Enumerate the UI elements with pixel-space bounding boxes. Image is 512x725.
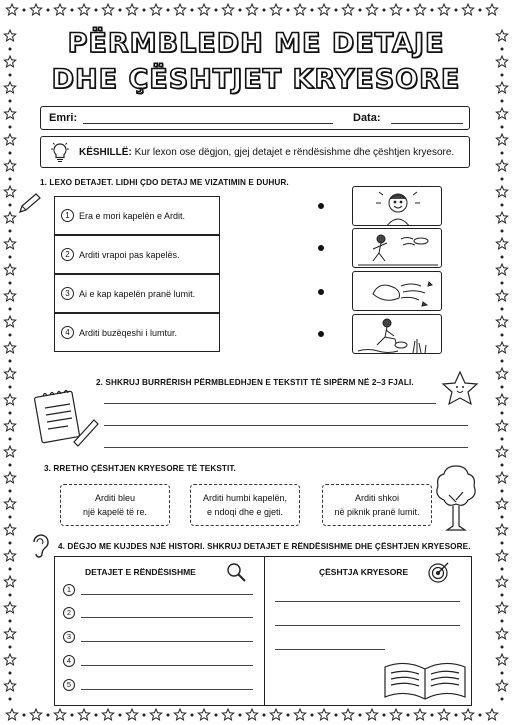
section4-title: 4. DËGJO ME KUJDES NJË HISTORI. SHKRUJ DETAJET E RËNDËSISHME DHE ÇËSHTJEN KRYESORE.: [58, 542, 471, 551]
border-dot: [501, 230, 504, 233]
card-number: 2: [61, 248, 74, 261]
card-number: 3: [61, 287, 74, 300]
border-star: [4, 342, 15, 353]
border-star: [222, 709, 233, 720]
border-star: [496, 238, 507, 249]
border-star: [496, 316, 507, 327]
card-text: Arditi buzëqeshi i lumtur.: [79, 328, 178, 338]
summary-line-1[interactable]: [104, 403, 436, 404]
border-star: [496, 290, 507, 301]
border-star: [486, 4, 497, 15]
border-star: [486, 709, 497, 720]
open-book-icon: [381, 653, 469, 703]
flying-hat-icon: [353, 272, 442, 311]
border-dot: [71, 714, 74, 717]
border-dot: [501, 204, 504, 207]
lightbulb-icon: [49, 140, 71, 164]
border-dot: [9, 204, 12, 207]
border-dot: [9, 412, 12, 415]
border-star: [496, 420, 507, 431]
border-dot: [239, 9, 242, 12]
border-star: [366, 709, 377, 720]
border-star: [6, 709, 17, 720]
border-star: [496, 576, 507, 587]
row-number: 3: [63, 631, 75, 643]
border-star: [462, 709, 473, 720]
border-dot: [215, 714, 218, 717]
border-dot: [359, 714, 362, 717]
border-dot: [383, 9, 386, 12]
border-star: [78, 4, 89, 15]
border-star: [496, 654, 507, 665]
border-dot: [501, 646, 504, 649]
tip-text: Kur lexon ose dëgjon, gjej detajet e rëndësishme dhe çështjen kryesore.: [134, 147, 455, 158]
border-dot: [9, 646, 12, 649]
border-dot: [9, 152, 12, 155]
border-star: [438, 709, 449, 720]
tree-icon: [434, 462, 478, 532]
border-dot: [95, 9, 98, 12]
border-dot: [287, 714, 290, 717]
border-dot: [9, 464, 12, 467]
border-dot: [9, 126, 12, 129]
card-number: 1: [61, 209, 74, 222]
match-dot-1[interactable]: [318, 203, 324, 209]
row-number: 5: [63, 679, 75, 691]
border-star: [496, 186, 507, 197]
column-header-details: DETAJET E RËNDËSISHME: [85, 567, 196, 577]
table-divider: [264, 557, 265, 705]
border-star: [150, 709, 161, 720]
border-dot: [455, 9, 458, 12]
border-star: [4, 680, 15, 691]
border-star: [4, 82, 15, 93]
border-dot: [9, 568, 12, 571]
detail-card-4: [54, 313, 220, 352]
border-star: [496, 368, 507, 379]
border-dot: [311, 714, 314, 717]
border-star: [198, 709, 209, 720]
name-field[interactable]: [83, 123, 333, 124]
border-dot: [191, 714, 194, 717]
border-dot: [431, 714, 434, 717]
row-number: 1: [63, 584, 75, 596]
page-title-line2: DHE ÇËSHTJET KRYESORE: [51, 64, 461, 95]
border-star: [390, 4, 401, 15]
border-star: [496, 342, 507, 353]
border-star: [414, 709, 425, 720]
border-dot: [311, 9, 314, 12]
border-star: [496, 212, 507, 223]
border-dot: [287, 9, 290, 12]
border-star: [496, 394, 507, 405]
border-dot: [501, 438, 504, 441]
border-star: [174, 4, 185, 15]
border-star: [414, 4, 425, 15]
border-star: [318, 4, 329, 15]
column-header-main-idea: ÇËSHTJA KRYESORE: [319, 567, 409, 577]
border-dot: [9, 48, 12, 51]
border-dot: [9, 620, 12, 623]
border-star: [198, 4, 209, 15]
border-dot: [479, 714, 482, 717]
border-dot: [9, 178, 12, 181]
border-star: [246, 709, 257, 720]
ear-icon: [28, 532, 50, 558]
section2-title: 2. SHKRUJ BURRËRISH PËRMBLEDHJEN E TEKSTIT TË SIPËRM NË 2–3 FJALI.: [96, 378, 414, 387]
border-star: [462, 4, 473, 15]
smiling-boy-icon: [353, 187, 442, 226]
border-dot: [335, 714, 338, 717]
border-star: [438, 4, 449, 15]
border-star: [496, 264, 507, 275]
detail-line[interactable]: [81, 689, 253, 690]
border-dot: [501, 542, 504, 545]
date-label: Data:: [353, 112, 381, 124]
option-text: e ndoqi dhe e gjeti.: [206, 507, 284, 517]
border-star: [4, 134, 15, 145]
notepad-pencil-icon: [30, 384, 100, 450]
option-1[interactable]: [60, 484, 170, 526]
border-star: [4, 524, 15, 535]
border-dot: [71, 9, 74, 12]
border-dot: [263, 714, 266, 717]
boy-by-river-icon: [353, 315, 442, 354]
picture-boy-by-river[interactable]: [352, 314, 442, 354]
border-star: [4, 394, 15, 405]
border-dot: [23, 9, 26, 12]
border-dot: [501, 100, 504, 103]
border-star: [4, 264, 15, 275]
border-star: [294, 709, 305, 720]
border-dot: [239, 714, 242, 717]
border-dot: [407, 714, 410, 717]
border-dot: [501, 256, 504, 259]
main-idea-line-1[interactable]: [275, 601, 460, 602]
border-star: [496, 524, 507, 535]
border-dot: [359, 9, 362, 12]
border-dot: [407, 9, 410, 12]
border-dot: [501, 568, 504, 571]
row-number: 4: [63, 655, 75, 667]
border-dot: [263, 9, 266, 12]
border-star: [4, 654, 15, 665]
detail-row-5[interactable]: [63, 679, 253, 693]
border-star: [496, 628, 507, 639]
match-dot-2[interactable]: [318, 245, 324, 251]
detail-card-2: [54, 235, 220, 274]
border-dot: [119, 9, 122, 12]
border-dot: [335, 9, 338, 12]
magnifier-icon: [225, 561, 247, 583]
border-star: [4, 602, 15, 613]
border-star: [4, 368, 15, 379]
running-boy-icon: [353, 229, 442, 268]
detail-card-3: [54, 274, 220, 313]
main-idea-line-2[interactable]: [275, 625, 460, 626]
option-text: Arditi shkoi: [354, 493, 399, 503]
border-star: [102, 4, 113, 15]
card-text: Ai e kap kapelën pranë lumit.: [79, 289, 196, 299]
border-star: [270, 4, 281, 15]
border-dot: [501, 126, 504, 129]
star-face-icon: [440, 370, 480, 408]
border-star: [4, 420, 15, 431]
border-dot: [501, 152, 504, 155]
picture-smiling-boy[interactable]: [352, 186, 442, 226]
option-text: një kapelë të re.: [82, 507, 148, 517]
border-dot: [9, 386, 12, 389]
border-dot: [9, 334, 12, 337]
card-text: Era e mori kapelën e Ardit.: [79, 211, 186, 221]
border-dot: [9, 490, 12, 493]
border-dot: [9, 256, 12, 259]
border-star: [496, 82, 507, 93]
detail-row-1[interactable]: [63, 584, 253, 598]
card-number: 4: [61, 326, 74, 339]
option-2[interactable]: [190, 484, 300, 526]
target-icon: [427, 560, 451, 584]
border-star: [496, 602, 507, 613]
main-idea-line-3[interactable]: [275, 649, 385, 650]
match-dot-4[interactable]: [318, 331, 324, 337]
border-star: [4, 30, 15, 41]
border-star: [4, 186, 15, 197]
border-star: [246, 4, 257, 15]
option-text: Arditi bleu: [94, 493, 136, 503]
border-star: [6, 4, 17, 15]
detail-row-4[interactable]: [63, 655, 253, 669]
border-dot: [9, 594, 12, 597]
pencil-icon: [16, 192, 42, 216]
border-dot: [501, 308, 504, 311]
detail-line[interactable]: [81, 594, 253, 595]
border-dot: [191, 9, 194, 12]
border-star: [4, 498, 15, 509]
border-star: [4, 290, 15, 301]
border-star: [496, 446, 507, 457]
border-dot: [501, 464, 504, 467]
border-dot: [383, 714, 386, 717]
detail-line[interactable]: [81, 617, 253, 618]
border-dot: [479, 9, 482, 12]
section3-title: 3. RRETHO ÇËSHTJEN KRYESORE TË TEKSTIT.: [44, 464, 236, 473]
date-field[interactable]: [391, 123, 463, 124]
name-date-bar: [40, 106, 470, 130]
detail-row-3[interactable]: [63, 631, 253, 645]
border-dot: [501, 412, 504, 415]
border-dot: [9, 360, 12, 363]
border-star: [126, 4, 137, 15]
border-dot: [47, 714, 50, 717]
border-dot: [501, 386, 504, 389]
border-star: [102, 709, 113, 720]
row-number: 2: [63, 607, 75, 619]
tip-box: [40, 136, 470, 168]
border-dot: [9, 542, 12, 545]
border-dot: [501, 282, 504, 285]
detail-row-2[interactable]: [63, 607, 253, 621]
border-star: [294, 4, 305, 15]
border-star: [4, 316, 15, 327]
border-star: [496, 134, 507, 145]
border-dot: [501, 48, 504, 51]
section1-title: 1. LEXO DETAJET. LIDHI ÇDO DETAJ ME VIZATIMIN E DUHUR.: [40, 178, 289, 187]
border-star: [174, 709, 185, 720]
border-dot: [215, 9, 218, 12]
border-dot: [9, 438, 12, 441]
border-star: [4, 238, 15, 249]
tip-label: KËSHILLË:: [79, 147, 132, 158]
border-star: [496, 498, 507, 509]
border-dot: [9, 516, 12, 519]
border-dot: [455, 714, 458, 717]
summary-line-2[interactable]: [104, 425, 468, 426]
details-table: [54, 556, 472, 706]
border-star: [4, 472, 15, 483]
border-star: [4, 550, 15, 561]
border-dot: [501, 516, 504, 519]
detail-card-1: [54, 196, 220, 235]
border-dot: [501, 74, 504, 77]
border-dot: [9, 672, 12, 675]
border-dot: [95, 714, 98, 717]
border-star: [4, 212, 15, 223]
border-star: [30, 4, 41, 15]
border-star: [150, 4, 161, 15]
border-star: [78, 709, 89, 720]
border-star: [496, 550, 507, 561]
border-dot: [501, 620, 504, 623]
border-dot: [9, 308, 12, 311]
border-dot: [431, 9, 434, 12]
border-dot: [143, 714, 146, 717]
detail-line[interactable]: [81, 641, 253, 642]
border-dot: [9, 74, 12, 77]
border-dot: [501, 594, 504, 597]
border-star: [4, 576, 15, 587]
border-dot: [167, 9, 170, 12]
option-3[interactable]: [322, 484, 432, 526]
border-star: [496, 472, 507, 483]
card-text: Arditi vrapoi pas kapelës.: [79, 250, 180, 260]
border-star: [4, 56, 15, 67]
border-dot: [9, 698, 12, 701]
border-dot: [501, 672, 504, 675]
border-dot: [501, 360, 504, 363]
border-star: [496, 30, 507, 41]
option-text: në piknik pranë lumit.: [334, 507, 420, 517]
border-dot: [47, 9, 50, 12]
border-star: [4, 160, 15, 171]
border-dot: [501, 178, 504, 181]
border-star: [54, 4, 65, 15]
picture-boy-running[interactable]: [352, 228, 442, 268]
border-star: [366, 4, 377, 15]
border-star: [342, 709, 353, 720]
border-dot: [119, 714, 122, 717]
border-star: [390, 709, 401, 720]
border-star: [496, 108, 507, 119]
name-label: Emri:: [49, 112, 78, 124]
option-text: Arditi humbi kapelën,: [202, 493, 288, 503]
page-title-line1: PËRMBLEDH ME DETAJE: [67, 28, 445, 59]
border-star: [4, 628, 15, 639]
border-star: [222, 4, 233, 15]
border-dot: [167, 714, 170, 717]
border-dot: [501, 490, 504, 493]
border-star: [4, 446, 15, 457]
border-star: [496, 680, 507, 691]
border-dot: [23, 714, 26, 717]
summary-line-3[interactable]: [104, 447, 468, 448]
border-star: [496, 56, 507, 67]
border-dot: [501, 698, 504, 701]
border-star: [4, 108, 15, 119]
border-star: [270, 709, 281, 720]
border-star: [496, 160, 507, 171]
border-dot: [9, 100, 12, 103]
border-star: [126, 709, 137, 720]
border-dot: [143, 9, 146, 12]
border-star: [342, 4, 353, 15]
border-star: [30, 709, 41, 720]
border-star: [54, 709, 65, 720]
match-dot-3[interactable]: [318, 289, 324, 295]
border-dot: [501, 334, 504, 337]
detail-line[interactable]: [81, 665, 253, 666]
picture-hat-wind[interactable]: [352, 271, 442, 311]
border-dot: [9, 230, 12, 233]
border-star: [318, 709, 329, 720]
border-dot: [9, 282, 12, 285]
